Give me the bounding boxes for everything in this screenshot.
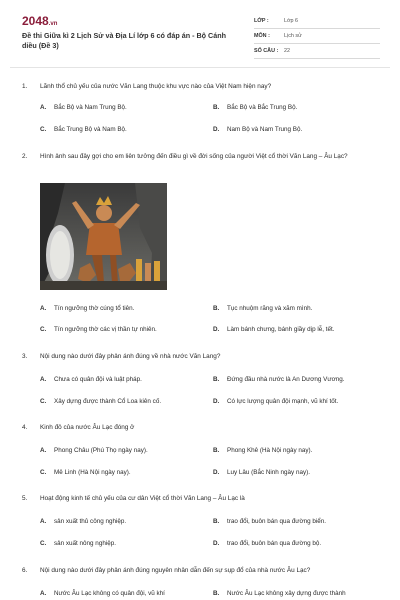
question-number: 6.	[22, 567, 28, 574]
option-4a[interactable]	[40, 446, 148, 455]
option-letter: D.	[213, 326, 220, 333]
site-logo[interactable]	[22, 14, 57, 28]
option-letter: D.	[213, 469, 220, 476]
meta-value: Lớp 6	[284, 18, 299, 24]
option-text: Có lực lượng quân đội mạnh, vũ khí tốt.	[227, 398, 339, 405]
option-letter: B.	[213, 590, 220, 597]
meta-table	[254, 14, 380, 59]
option-letter: C.	[40, 540, 47, 547]
question-number: 4.	[22, 424, 28, 431]
option-text: Tục nhuộm răng và xăm mình.	[227, 305, 313, 312]
header-divider	[10, 67, 390, 68]
option-1c[interactable]	[40, 125, 127, 134]
option-text: trao đổi, buôn bán qua đường biển.	[227, 518, 327, 525]
meta-value: Lịch sử	[284, 33, 302, 39]
option-text: Nước Âu Lạc không xây dựng được thành	[227, 590, 346, 597]
option-text: sản xuất nông nghiệp.	[54, 540, 116, 547]
option-text: Đứng đầu nhà nước là An Dương Vương.	[227, 376, 345, 383]
option-2d[interactable]	[213, 325, 335, 334]
option-1b[interactable]	[213, 103, 297, 112]
meta-row-grade	[254, 14, 380, 29]
option-5c[interactable]	[40, 539, 116, 548]
option-text: Nước Âu Lạc không có quân đội, vũ khí	[54, 590, 165, 597]
option-1d[interactable]	[213, 125, 302, 134]
question-text: Hoạt động kinh tế chủ yếu của cư dân Việt cổ thời Văn Lang – Âu Lạc là	[40, 495, 245, 502]
option-letter: C.	[40, 469, 47, 476]
option-text: Bắc Trung Bộ và Nam Bộ.	[54, 126, 127, 133]
document-title: Đề thi Giữa kì 2 Lịch Sử và Địa Lí lớp 6 có đáp án - Bộ Cánh diều (Đề 3)	[22, 31, 227, 50]
option-letter: A.	[40, 590, 47, 597]
option-letter: D.	[213, 540, 220, 547]
option-6a[interactable]	[40, 589, 165, 598]
option-text: Nam Bộ và Nam Trung Bộ.	[227, 126, 303, 133]
option-text: Phong Châu (Phú Thọ ngày nay).	[54, 447, 148, 454]
meta-key: SỐ CÂU :	[254, 48, 279, 54]
question-number: 2.	[22, 153, 28, 160]
option-text: Làm bánh chưng, bánh giầy dịp lễ, tết.	[227, 326, 335, 333]
document-header	[0, 0, 400, 66]
logo-suffix-text: .vn	[48, 21, 58, 27]
question-text: Nội dung nào dưới đây phản ánh đúng nguyên nhân dẫn đến sự sụp đổ của nhà nước Âu Lạc?	[40, 567, 311, 574]
option-text: Chưa có quân đội và luật pháp.	[54, 376, 142, 383]
logo-main-text: 2048	[22, 14, 49, 28]
option-letter: C.	[40, 398, 47, 405]
option-letter: A.	[40, 447, 47, 454]
option-letter: A.	[40, 305, 47, 312]
option-letter: B.	[213, 305, 220, 312]
option-3c[interactable]	[40, 397, 161, 406]
option-letter: D.	[213, 126, 220, 133]
meta-key: MÔN :	[254, 33, 270, 39]
option-text: Bắc Bộ và Nam Trung Bộ.	[54, 104, 127, 111]
option-2a[interactable]	[40, 304, 134, 313]
option-6b[interactable]	[213, 589, 346, 598]
option-3d[interactable]	[213, 397, 338, 406]
option-3b[interactable]	[213, 375, 344, 384]
question-number: 3.	[22, 353, 28, 360]
option-letter: A.	[40, 376, 47, 383]
question-text: Nội dung nào dưới đây phản ánh đúng về nhà nước Văn Lang?	[40, 353, 221, 360]
option-text: trao đổi, buôn bán qua đường bộ.	[227, 540, 322, 547]
option-letter: D.	[213, 398, 220, 405]
option-2b[interactable]	[213, 304, 312, 313]
option-5b[interactable]	[213, 517, 326, 526]
option-4b[interactable]	[213, 446, 312, 455]
option-4c[interactable]	[40, 468, 131, 477]
option-4d[interactable]	[213, 468, 310, 477]
ancestor-worship-illustration	[40, 183, 167, 290]
option-letter: B.	[213, 447, 220, 454]
option-text: Tín ngưỡng thờ các vị thần tự nhiên.	[54, 326, 157, 333]
meta-value: 22	[284, 48, 290, 54]
option-letter: C.	[40, 326, 47, 333]
meta-key: LỚP :	[254, 18, 269, 24]
option-5d[interactable]	[213, 539, 321, 548]
option-letter: A.	[40, 104, 47, 111]
meta-row-count	[254, 44, 380, 59]
option-letter: A.	[40, 518, 47, 525]
question-text: Hình ảnh sau đây gợi cho em liên tưởng đến điều gì về đời sống của người Việt cổ thời Văn Lang – Âu Lạc?	[40, 153, 348, 160]
option-3a[interactable]	[40, 375, 142, 384]
option-text: Phong Khê (Hà Nội ngày nay).	[227, 447, 313, 454]
option-text: sản xuất thủ công nghiệp.	[54, 518, 127, 525]
option-1a[interactable]	[40, 103, 127, 112]
question-text: Lãnh thổ chủ yếu của nước Văn Lang thuộc khu vực nào của Việt Nam hiện nay?	[40, 83, 272, 90]
question-text: Kinh đô của nước Âu Lạc đóng ở	[40, 424, 135, 431]
option-letter: B.	[213, 376, 220, 383]
question-number: 5.	[22, 495, 28, 502]
option-letter: B.	[213, 104, 220, 111]
option-letter: B.	[213, 518, 220, 525]
option-2c[interactable]	[40, 325, 157, 334]
option-text: Bắc Bộ và Bắc Trung Bộ.	[227, 104, 298, 111]
meta-row-subject	[254, 29, 380, 44]
option-text: Xây dựng được thành Cổ Loa kiên cố.	[54, 398, 162, 405]
option-text: Luy Lâu (Bắc Ninh ngày nay).	[227, 469, 310, 476]
question-number: 1.	[22, 83, 28, 90]
option-text: Mê Linh (Hà Nội ngày nay).	[54, 469, 131, 476]
option-letter: C.	[40, 126, 47, 133]
option-text: Tín ngưỡng thờ cúng tổ tiên.	[54, 305, 135, 312]
option-5a[interactable]	[40, 517, 126, 526]
